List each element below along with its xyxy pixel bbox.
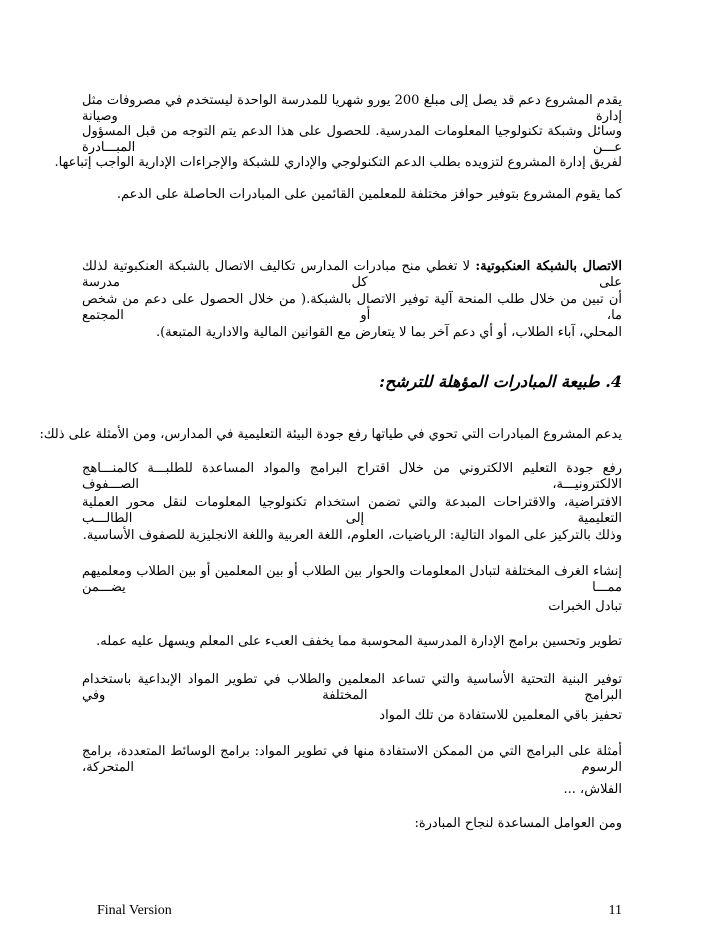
internet-connection-label: الاتصال بالشبكة العنكبوتية:	[475, 259, 622, 274]
paragraph2-line2: أن تبين من خلال طلب المنحة آلية توفير الاتصال بالشبكة.( من خلال الحصول على دعم من شخص ما، أو المجتمع	[82, 292, 622, 323]
paragraph1-line3: لفريق إدارة المشروع لتزويده بطلب الدعم التكنولوجي والإداري للشبكة والإجراءات الإدارية الواجب إتباعها.	[54, 155, 622, 170]
section4-line: الافتراضية، والاقتراحات المبدعة والتي تضمن استخدام تكنولوجيا المعلومات لنقل محور العملية التعليمية إلى الطالـــب	[82, 495, 622, 526]
section4-line: توفير البنية التحتية الأساسية والتي تساعد المعلمين والطلاب في تطوير المواد الإبداعية باستخدام البرامج المختلفة وفي	[82, 672, 622, 703]
section4-line: تطوير وتحسين برامج الإدارة المدرسية المحوسبة مما يخفف العبء على المعلم ويسهل عليه عمله.	[96, 634, 622, 649]
section4-line: الفلاش، ...	[563, 782, 622, 797]
page-number: 11	[608, 903, 622, 918]
paragraph1-line1: يقدم المشروع دعم قد يصل إلى مبلغ 200 يورو شهريا للمدرسة الواحدة ليستخدم في مصروفات مثل إدارة وصيانة	[82, 93, 622, 124]
section4-heading: 4. طبيعة المبادرات المؤهلة للترشح:	[379, 372, 622, 391]
paragraph1-line2: وسائل وشبكة تكنولوجيا المعلومات المدرسية. للحصول على هذا الدعم يتم التوجه من قبل المسؤول عـــن المبـــادرة	[82, 124, 622, 155]
section4-line: تبادل الخبرات	[548, 599, 622, 614]
paragraph2-line1	[82, 259, 622, 290]
paragraph2-line3: المحلي، آباء الطلاب، أو أي دعم آخر بما لا يتعارض مع القوانين المالية والادارية المتبعة).	[155, 325, 622, 340]
paragraph1-line4: كما يقوم المشروع بتوفير حوافز مختلفة للمعلمين القائمين على المبادرات الحاصلة على الدعم.	[116, 187, 622, 202]
section4-line: تحفيز باقي المعلمين للاستفادة من تلك المواد	[379, 708, 622, 723]
footer-version-label: Final Version	[97, 903, 172, 918]
section4-intro: يدعم المشروع المبادرات التي تحوي في طياتها رفع جودة البيئة التعليمية في المدارس، ومن الأمثلة على ذلك:	[39, 427, 622, 442]
section4-line: أمثلة على البرامج التي من الممكن الاستفادة منها في تطوير المواد: برامج الوسائط المتعددة، برامج الرسوم المتحركة،	[82, 744, 622, 775]
section4-line: إنشاء الغرف المختلفة لتبادل المعلومات والحوار بين الطلاب أو بين المعلمين أو بين الطلاب ومعلميهم ممـــا يضـــمن	[82, 564, 622, 595]
section4-line: رفع جودة التعليم الالكتروني من خلال اقتراح البرامج والمواد المساعدة للطلبـــة كالمنـــاهج الالكترونيـــة، الصـــفوف	[82, 461, 622, 492]
section4-line: ومن العوامل المساعدة لنجاح المبادرة:	[414, 816, 622, 831]
section4-line: وذلك بالتركيز على المواد التالية: الرياضيات، العلوم، اللغة العربية واللغة الانجليزية للصفوف الأساسية.	[82, 528, 622, 543]
paragraph2-line1-text: لا تغطي منح مبادرات المدارس تكاليف الاتصال بالشبكة العنكبوتية لذلك على كل مدرسة	[82, 259, 622, 290]
